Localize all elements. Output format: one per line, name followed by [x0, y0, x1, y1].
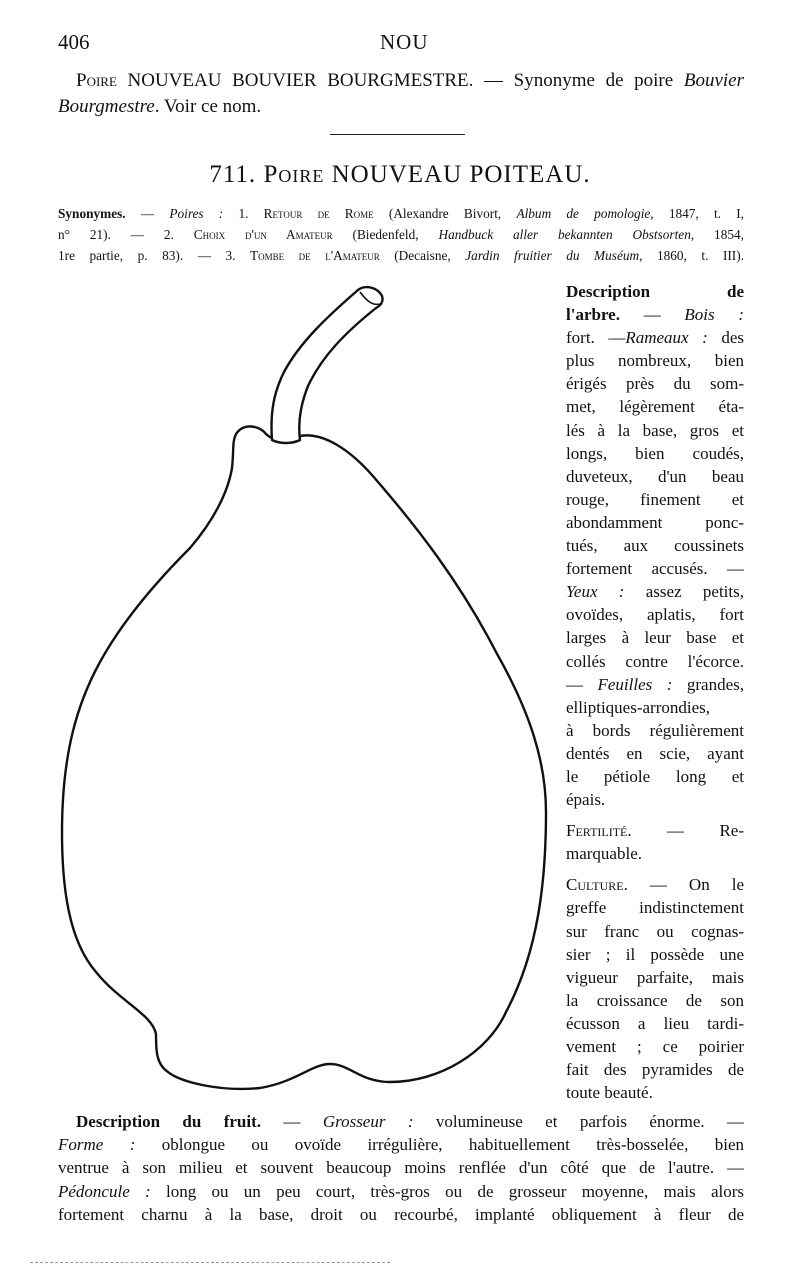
text-run: Tombe de l'Amateur [250, 248, 380, 263]
text-line [566, 1058, 744, 1081]
synonym-entry-ref-2: Bourgmestre [58, 96, 155, 117]
text-run: fortement accusés. — [566, 559, 744, 579]
text-run: , 1847, t. I, [650, 206, 744, 221]
text-run: grandes, [672, 674, 744, 694]
text-run: vement ; ce poirier [566, 1037, 744, 1056]
synonym-entry-lead: Poire [76, 70, 117, 91]
pear-illustration [60, 282, 556, 1100]
text-run: Rameaux : [625, 328, 708, 348]
text-line [566, 742, 744, 765]
text-run: Bois : [684, 305, 744, 325]
synonym-entry [58, 68, 744, 120]
footer-rule [30, 1262, 390, 1264]
text-line [566, 842, 744, 865]
synonym-entry-ref-1: Bouvier [683, 70, 744, 91]
text-run: larges à leur base et [566, 628, 744, 648]
text-run: Culture. [566, 875, 628, 895]
text-line [566, 873, 744, 896]
synonym-entry-line-2 [58, 94, 744, 120]
text-line [566, 580, 744, 603]
tree-description-lines [566, 280, 744, 811]
text-run: Yeux : [566, 582, 625, 602]
text-run: Jardin fruitier du Muséum [465, 248, 640, 263]
text-run: fortement charnu à la base, droit ou recourbé, implanté obliquement à fleur de [58, 1204, 744, 1224]
tree-description [566, 280, 744, 1104]
text-run: — On le [627, 875, 744, 895]
text-run: écusson a lieu tardi- [566, 1013, 744, 1033]
text-line [566, 819, 744, 842]
text-line [566, 326, 744, 349]
text-run: l'arbre. [566, 305, 620, 325]
text-run: plus nombreux, bien [566, 351, 744, 371]
text-run: Handbuck aller bekannten Obstsorten [438, 227, 691, 242]
text-run: fait des pyramides de [566, 1060, 744, 1080]
text-run: duveteux, d'un beau [566, 466, 744, 486]
text-run: Description de [566, 282, 744, 301]
text-line [566, 765, 744, 788]
text-run: — [566, 674, 598, 694]
text-line [566, 650, 744, 673]
text-run: la croissance de son [566, 990, 744, 1010]
synonyms-block [58, 203, 744, 266]
text-run: collés contre l'écorce. [566, 651, 744, 671]
text-run: oblongue ou ovoïde irrégulière, habituellement très-bosselée, bien [135, 1135, 744, 1155]
text-line [566, 696, 744, 719]
text-run: érigés près du som- [566, 374, 744, 394]
text-run: volumineuse et parfois énorme. — [413, 1112, 745, 1131]
text-run: tués, aux coussinets [566, 536, 744, 556]
text-run: n° 21). — 2. [58, 227, 194, 242]
text-line [566, 673, 744, 696]
synonym-entry-name: NOUVEAU BOUVIER BOURGMESTRE. [127, 70, 474, 91]
text-run: — [261, 1112, 323, 1131]
text-run: 1. [223, 206, 264, 221]
text-run: Album de pomologie [516, 206, 651, 221]
synonyms-line-1 [58, 203, 744, 224]
text-line [58, 1156, 744, 1179]
text-run: Grosseur : [322, 1112, 414, 1131]
text-run: Forme : [58, 1135, 136, 1155]
running-head: NOU [380, 30, 429, 54]
text-line [566, 511, 744, 534]
text-run: lés à la base, gros et [566, 420, 744, 440]
culture-block [566, 873, 744, 1104]
text-run: met, légèrement éta- [566, 397, 744, 417]
text-line [566, 719, 744, 742]
text-run: ventrue à son milieu et souvent beaucoup moins renflée d'un côté que de l'autre. — [58, 1158, 744, 1178]
text-run: sier ; il possède une [566, 944, 744, 964]
text-run: — Re- [631, 821, 744, 841]
text-line [566, 442, 744, 465]
text-run: ovoïdes, aplatis, fort [566, 605, 744, 625]
text-run: toute beauté. [566, 1083, 653, 1103]
text-line [566, 1012, 744, 1035]
text-run: Poires : [169, 206, 224, 221]
text-run: Retour de Rome [263, 206, 374, 221]
text-run: Choix d'un Amateur [193, 227, 333, 242]
text-run: assez petits, [624, 582, 744, 602]
text-run: rouge, finement et [566, 489, 744, 509]
text-line [566, 557, 744, 580]
text-run: fort. — [566, 328, 626, 348]
text-run: (Alexandre Bivort, [373, 206, 517, 221]
text-line [566, 280, 744, 303]
text-run: , 1860, t. III). [639, 248, 744, 263]
synonyms-line-3 [58, 245, 744, 266]
text-run: greffe indistinctement [566, 898, 744, 918]
text-line [58, 1180, 744, 1203]
text-run: long ou un peu court, très-gros ou de grosseur moyenne, mais alors [150, 1181, 745, 1201]
section-divider [330, 134, 465, 135]
text-run: Fertilité. [566, 821, 632, 841]
text-line [566, 488, 744, 511]
text-line [566, 1035, 744, 1058]
text-run: abondamment ponc- [566, 512, 744, 532]
text-line [566, 419, 744, 442]
text-line [566, 966, 744, 989]
text-run: — [125, 206, 170, 221]
heading-name: NOUVEAU POITEAU. [331, 161, 591, 188]
text-run: 1re partie, p. 83). — 3. [58, 248, 251, 263]
heading-number: 711. [209, 161, 257, 188]
text-run: marquable. [566, 844, 642, 864]
text-line [566, 896, 744, 919]
text-run: (Biedenfeld, [332, 227, 439, 242]
text-run: elliptiques-arrondies, [566, 697, 710, 717]
text-line [58, 1133, 744, 1156]
text-line [566, 1081, 744, 1104]
text-line [566, 303, 744, 326]
text-run: Description du fruit. [76, 1112, 262, 1131]
text-run: à bords régulièrement [566, 720, 744, 740]
fertility-block [566, 819, 744, 865]
text-run: — [619, 305, 685, 325]
text-run: (Decaisne, [379, 248, 466, 263]
text-line [566, 989, 744, 1012]
text-run: , 1854, [690, 227, 744, 242]
synonym-entry-text: — Synonyme de poire [473, 70, 684, 91]
synonyms-label: Synonymes. [58, 206, 126, 221]
text-run: dentés en scie, ayant [566, 743, 744, 763]
text-line [566, 788, 744, 811]
synonym-entry-line-1 [58, 68, 744, 94]
text-line [58, 1110, 744, 1133]
text-line [566, 534, 744, 557]
text-run: le pétiole long et [566, 766, 744, 786]
synonyms-line-2 [58, 224, 744, 245]
text-line [566, 395, 744, 418]
text-line [566, 349, 744, 372]
pear-body-outline [62, 426, 546, 1088]
pear-stalk [272, 287, 383, 443]
text-run: épais. [566, 790, 606, 810]
article-heading [0, 161, 800, 189]
text-line [566, 372, 744, 395]
text-run: longs, bien coudés, [566, 443, 744, 463]
text-run: Pédoncule : [58, 1181, 151, 1201]
text-line [566, 603, 744, 626]
synonym-entry-tail: . Voir ce nom. [154, 96, 262, 117]
text-line [566, 943, 744, 966]
text-run: des [707, 328, 744, 348]
text-run: Feuilles : [597, 674, 673, 694]
text-line [58, 1203, 744, 1226]
heading-lead: Poire [263, 161, 325, 188]
text-run: sur franc ou cognas- [566, 921, 744, 941]
fruit-description [58, 1110, 744, 1226]
text-line [566, 626, 744, 649]
text-line [566, 465, 744, 488]
text-line [566, 920, 744, 943]
text-run: vigueur parfaite, mais [566, 967, 744, 987]
page-number: 406 [58, 30, 90, 54]
